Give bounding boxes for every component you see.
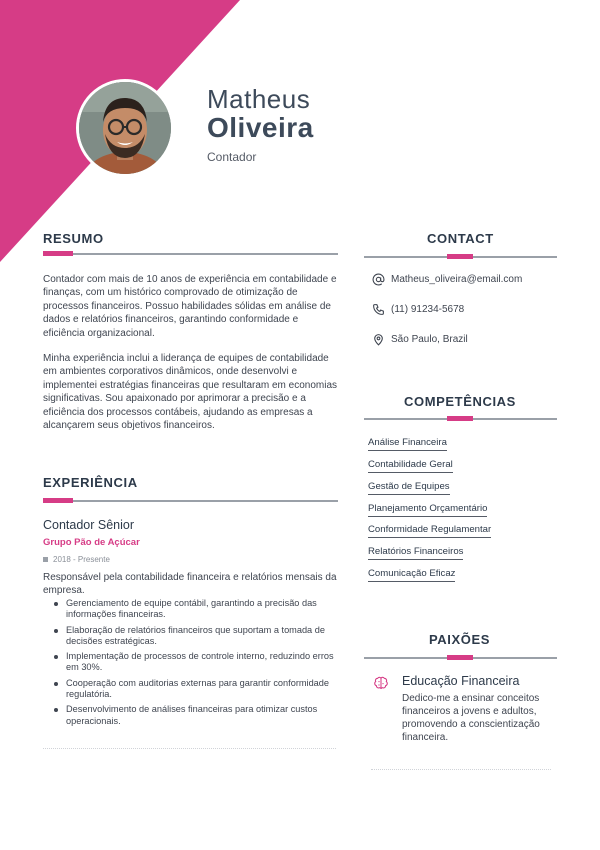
section-title-competencias: COMPETÊNCIAS [404, 394, 516, 409]
at-sign-icon [371, 272, 385, 286]
passion-description: Dedico-me a ensinar conceitos financeiros a jovens e adultos, promovendo a conscientização financeira. [402, 693, 540, 743]
phone-text: (11) 91234-5678 [391, 303, 465, 315]
skill-item: Análise Financeira [368, 437, 447, 451]
location-text: São Paulo, Brazil [391, 333, 468, 345]
job-dates [43, 555, 110, 564]
section-title-experiencia: EXPERIÊNCIA [43, 475, 138, 490]
skill-item: Planejamento Orçamentário [368, 503, 487, 517]
section-accent [43, 251, 73, 256]
section-divider [43, 253, 338, 255]
date-marker [43, 557, 48, 562]
list-item: Gerenciamento de equipe contábil, garantindo a precisão das informações financeiras. [54, 598, 338, 620]
skill-item: Conformidade Regulamentar [368, 524, 491, 538]
section-divider [43, 500, 338, 502]
passion-title: Educação Financeira [402, 674, 520, 688]
phone-icon [371, 302, 385, 316]
job-title: Contador Sênior [43, 518, 135, 532]
list-item: Elaboração de relatórios financeiros que suportam a tomada de decisões estratégicas. [54, 625, 338, 647]
job-dates-text: 2018 - Presente [53, 555, 110, 564]
section-title-resumo: RESUMO [43, 231, 104, 246]
job-role: Contador [207, 150, 257, 164]
first-name: Matheus [207, 84, 311, 114]
map-pin-icon [371, 332, 385, 346]
section-accent [447, 416, 473, 421]
skill-item: Relatórios Financeiros [368, 546, 463, 560]
brain-icon [373, 676, 389, 690]
list-item: Desenvolvimento de análises financeiras para otimizar custos operacionais. [54, 704, 338, 726]
skill-item: Gestão de Equipes [368, 481, 450, 495]
contact-email[interactable] [371, 272, 522, 286]
dotted-divider [43, 748, 336, 749]
email-text: Matheus_oliveira@email.com [391, 273, 523, 285]
section-title-contact: CONTACT [427, 231, 494, 246]
summary-paragraph-2: Minha experiência inclui a liderança de equipes de contabilidade em ambientes corporativos dinâmicos, onde desenvolvi e implementei estratégias financeiras que resultaram em economias significativas. Sou apaixonado por aprimorar a precisão e a eficiência dos processos contábeis, ajudando as empresas a alcançarem seus objetivos financeiros. [43, 353, 338, 432]
section-accent [447, 655, 473, 660]
dotted-divider [371, 769, 551, 770]
company-name: Grupo Pão de Açúcar [43, 537, 140, 548]
list-item: Implementação de processos de controle interno, reduzindo erros em 30%. [54, 651, 338, 673]
contact-phone[interactable] [371, 302, 464, 316]
section-accent [447, 254, 473, 259]
skill-item: Contabilidade Geral [368, 459, 453, 473]
summary-paragraph-1: Contador com mais de 10 anos de experiência em contabilidade e finanças, com um histórico comprovado de otimização de processos financeiros. Possuo habilidades sólidas em análise de dados e relatórios financeiros, garantindo conformidade e eficiência organizacional. [43, 274, 337, 339]
avatar [76, 79, 174, 177]
job-bullets [54, 598, 338, 731]
contact-location [371, 332, 468, 346]
skill-item: Comunicação Eficaz [368, 568, 455, 582]
last-name: Oliveira [207, 112, 314, 143]
list-item: Cooperação com auditorias externas para garantir conformidade regulatória. [54, 678, 338, 700]
section-title-paixoes: PAIXÕES [429, 632, 491, 647]
job-description: Responsável pela contabilidade financeira e relatórios mensais da empresa. [43, 572, 337, 596]
profile-photo [79, 82, 171, 174]
section-accent [43, 498, 73, 503]
